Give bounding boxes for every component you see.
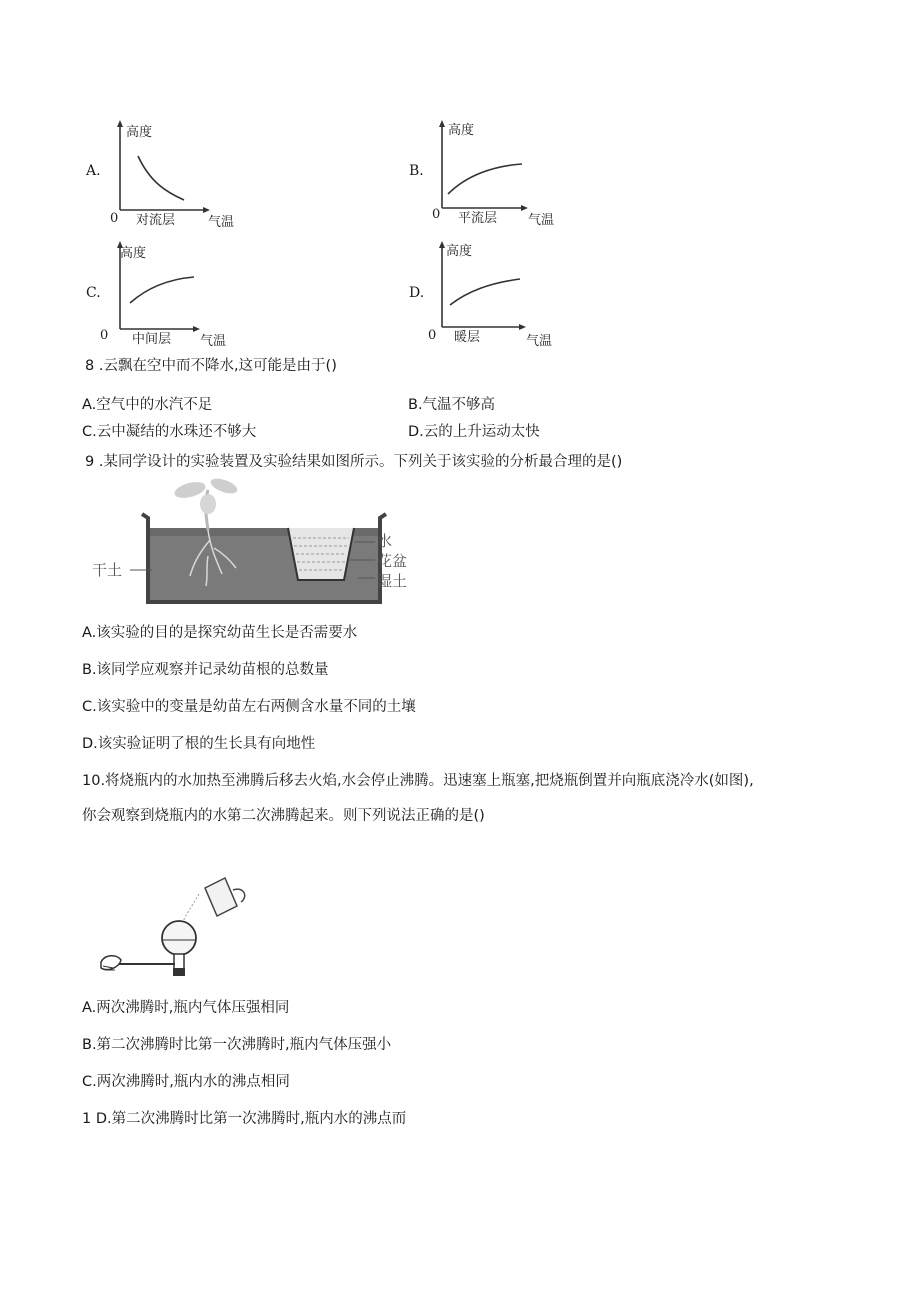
q9-option-b: B.该同学应观察并记录幼苗根的总数量	[82, 662, 329, 678]
q10-stem-line1: 10.将烧瓶内的水加热至沸腾后移去火焰,水会停止沸腾。迅速塞上瓶塞,把烧瓶倒置并向瓶底浇冷水(如图),	[82, 773, 754, 789]
origin-label: 0	[432, 207, 441, 222]
y-label: 高度	[120, 246, 147, 261]
flask-neck	[174, 954, 184, 970]
stopper	[173, 968, 185, 976]
q10-figure	[95, 868, 260, 988]
q10-option-a: A.两次沸腾时,瓶内气体压强相同	[82, 1000, 290, 1016]
q8-option-b: B.气温不够高	[408, 397, 496, 413]
q9-option-c: C.该实验中的变量是幼苗左右两侧含水量不同的土壤	[82, 699, 416, 715]
graph-a-letter: A.	[86, 163, 101, 179]
origin-label: 0	[110, 211, 119, 226]
q9-stem: 9 .某同学设计的实验装置及实验结果如图所示。下列关于该实验的分析最合理的是()	[85, 454, 623, 470]
q9-option-d: D.该实验证明了根的生长具有向地性	[82, 736, 316, 752]
q10-option-c: C.两次沸腾时,瓶内水的沸点相同	[82, 1074, 290, 1090]
graph-b	[430, 118, 570, 228]
temperature-curve	[138, 156, 184, 200]
x-axis-arrow-icon	[521, 205, 528, 211]
x-label: 气温	[208, 215, 235, 230]
q8-option-d: D.云的上升运动太快	[408, 424, 540, 440]
q10-stem-line2: 你会观察到烧瓶内的水第二次沸腾起来。则下列说法正确的是()	[82, 808, 485, 824]
q8-option-c: C.云中凝结的水珠还不够大	[82, 424, 257, 440]
origin-label: 0	[428, 328, 437, 343]
label-pot: 花盆	[377, 552, 408, 570]
y-axis-arrow-icon	[439, 241, 445, 248]
label-wet-soil: 湿土	[377, 572, 408, 590]
layer-label: 平流层	[458, 211, 498, 226]
x-label: 气温	[526, 334, 553, 349]
seedling-leaf	[209, 476, 239, 497]
label-dry-soil: 干土	[92, 561, 123, 579]
graph-d-letter: D.	[409, 285, 425, 301]
y-label: 高度	[446, 244, 473, 259]
temperature-curve	[450, 279, 520, 305]
x-axis-arrow-icon	[203, 207, 210, 213]
q10-option-b: B.第二次沸腾时比第一次沸腾时,瓶内气体压强小	[82, 1037, 392, 1053]
q9-figure	[90, 476, 435, 611]
q8-stem: 8 .云飘在空中而不降水,这可能是由于()	[85, 358, 337, 374]
q8-option-a: A.空气中的水汽不足	[82, 397, 213, 413]
temperature-curve	[130, 277, 194, 303]
flask	[162, 921, 196, 955]
y-axis-arrow-icon	[439, 120, 445, 127]
water-cup	[205, 878, 237, 916]
q9-option-a: A.该实验的目的是探究幼苗生长是否需要水	[82, 625, 358, 641]
x-label: 气温	[528, 213, 555, 228]
q10-option-d: 1 D.第二次沸腾时比第一次沸腾时,瓶内水的沸点而	[82, 1111, 407, 1127]
label-water: 水	[377, 532, 393, 550]
layer-label: 中间层	[132, 332, 172, 347]
x-label: 气温	[200, 334, 227, 349]
x-axis-arrow-icon	[519, 324, 526, 330]
temperature-curve	[448, 164, 522, 194]
y-label: 高度	[126, 125, 153, 140]
layer-label: 对流层	[136, 213, 176, 228]
graph-c-letter: C.	[86, 285, 101, 301]
x-axis-arrow-icon	[193, 326, 200, 332]
layer-label: 暖层	[454, 330, 481, 345]
origin-label: 0	[100, 328, 109, 343]
y-axis-arrow-icon	[117, 120, 123, 127]
y-label: 高度	[448, 123, 475, 138]
graph-a	[108, 118, 248, 228]
graph-b-letter: B.	[409, 163, 424, 179]
graph-d	[430, 239, 570, 349]
graph-c	[100, 239, 248, 349]
